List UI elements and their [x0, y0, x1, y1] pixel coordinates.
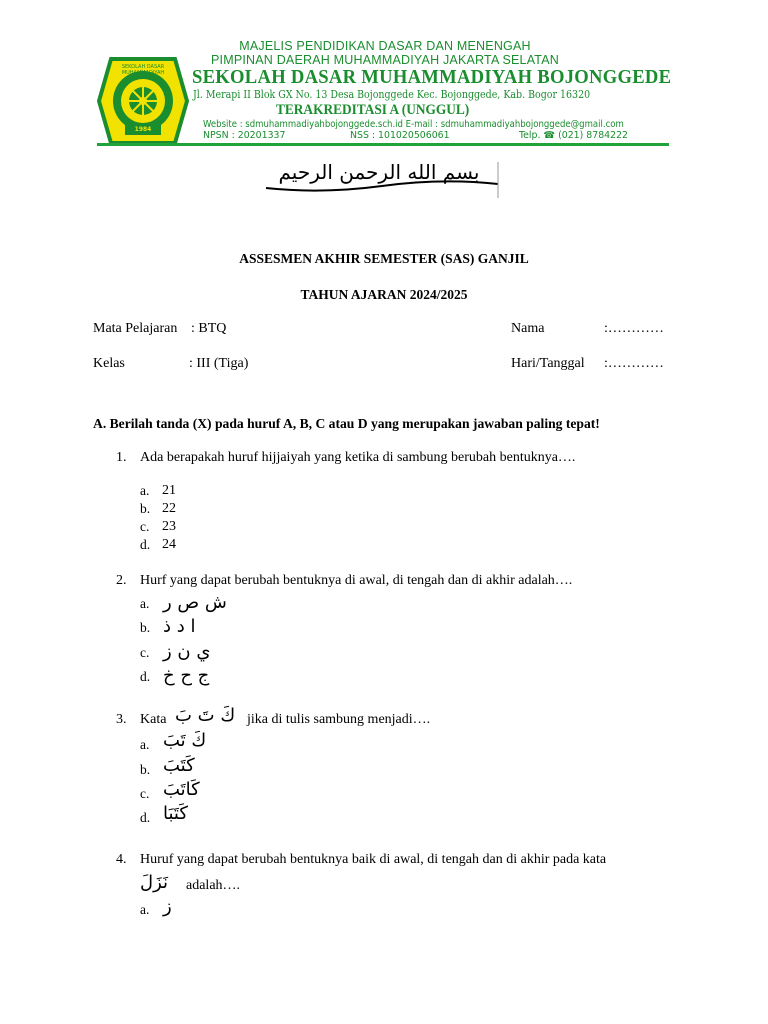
- q2-option-b: ا د ذ: [163, 616, 196, 637]
- q1-option-b-letter: b.: [140, 501, 151, 516]
- subject-value: : BTQ: [191, 321, 227, 336]
- letterhead-council: MAJELIS PENDIDIKAN DASAR DAN MENENGAH: [239, 39, 531, 53]
- school-website-email: Website : sdmuhammadiyahbojonggede.sch.id E-mail : sdmuhammadiyahbojonggede@gmail.com: [203, 119, 624, 130]
- school-address: Jl. Merapi II Blok GX No. 13 Desa Bojonggede Kec. Bojonggede, Kab. Bogor 16320: [193, 88, 591, 101]
- q1-option-c-letter: c.: [140, 519, 150, 534]
- question-3-text-before: Kata: [140, 712, 167, 727]
- q3-option-d: كَتَبَا: [163, 803, 188, 824]
- q3-option-c: كَاتَبَ: [163, 779, 200, 800]
- section-a-instruction: A. Berilah tanda (X) pada huruf A, B, C atau D yang merupakan jawaban paling tepat!: [93, 416, 600, 431]
- q3-option-b-letter: b.: [140, 762, 151, 777]
- q2-option-b-letter: b.: [140, 620, 151, 635]
- question-4-number: 4.: [116, 852, 127, 867]
- name-label: Nama: [511, 321, 545, 336]
- date-label: Hari/Tanggal: [511, 356, 585, 371]
- q3-option-a: كَ تَبَ: [163, 730, 207, 751]
- letterhead-leadership: PIMPINAN DAERAH MUHAMMADIYAH JAKARTA SELATAN: [211, 53, 559, 67]
- basmala-text: بسم الله الرحمن الرحيم: [278, 160, 480, 184]
- q1-option-a: 21: [162, 483, 176, 498]
- question-4-text: Huruf yang dapat berubah bentuknya baik di awal, di tengah dan di akhir pada kata: [140, 852, 607, 867]
- accreditation: TERAKREDITASI A (UNGGUL): [276, 102, 470, 118]
- logo-year: 1984: [134, 126, 152, 133]
- question-3-number: 3.: [116, 712, 127, 727]
- q4-option-a: ز: [163, 896, 172, 917]
- q2-option-c: ي ن ز: [163, 641, 211, 662]
- q2-option-a: ش ص ر: [163, 592, 227, 613]
- school-name: SEKOLAH DASAR MUHAMMADIYAH BOJONGGEDE: [192, 66, 672, 88]
- question-2-number: 2.: [116, 573, 127, 588]
- name-field: :…………: [604, 321, 664, 336]
- school-phone: Telp. ☎ (021) 8784222: [519, 130, 629, 141]
- q3-option-b: كَتَبَ: [163, 755, 195, 776]
- question-4-arabic: نَزَلَ: [140, 872, 169, 893]
- basmala-calligraphy: [262, 158, 502, 202]
- class-label: Kelas: [93, 356, 125, 371]
- q2-option-d: ج ح خ: [163, 665, 210, 686]
- q3-option-c-letter: c.: [140, 786, 150, 801]
- school-npsn: NPSN : 20201337: [203, 130, 286, 141]
- letterhead-divider: [97, 143, 669, 146]
- question-3-arabic: كَ تَ بَ: [175, 705, 236, 726]
- q1-option-b: 22: [162, 501, 176, 516]
- question-1-number: 1.: [116, 450, 127, 465]
- q4-option-a-letter: a.: [140, 902, 150, 917]
- question-2-text: Hurf yang dapat berubah bentuknya di awal, di tengah dan di akhir adalah….: [140, 573, 573, 588]
- q1-option-d: 24: [162, 537, 176, 552]
- q2-option-c-letter: c.: [140, 645, 150, 660]
- subject-label: Mata Pelajaran: [93, 321, 178, 336]
- question-4-text-after: adalah….: [186, 878, 241, 893]
- q1-option-c: 23: [162, 519, 176, 534]
- q2-option-a-letter: a.: [140, 596, 150, 611]
- q1-option-a-letter: a.: [140, 483, 150, 498]
- q3-option-d-letter: d.: [140, 810, 151, 825]
- school-nss: NSS : 101020506061: [350, 130, 450, 141]
- academic-year: TAHUN AJARAN 2024/2025: [300, 287, 468, 302]
- class-value: : III (Tiga): [189, 356, 249, 371]
- q3-option-a-letter: a.: [140, 737, 150, 752]
- date-field: :…………: [604, 356, 664, 371]
- question-3-text-after: jika di tulis sambung menjadi….: [247, 712, 431, 727]
- question-1-text: Ada berapakah huruf hijjaiyah yang ketika di sambung berubah bentuknya….: [140, 450, 576, 465]
- q2-option-d-letter: d.: [140, 669, 151, 684]
- logo-text: SEKOLAH DASAR MUHAMMADIYAH: [121, 64, 165, 76]
- q1-option-d-letter: d.: [140, 537, 151, 552]
- exam-title: ASSESMEN AKHIR SEMESTER (SAS) GANJIL: [239, 251, 529, 266]
